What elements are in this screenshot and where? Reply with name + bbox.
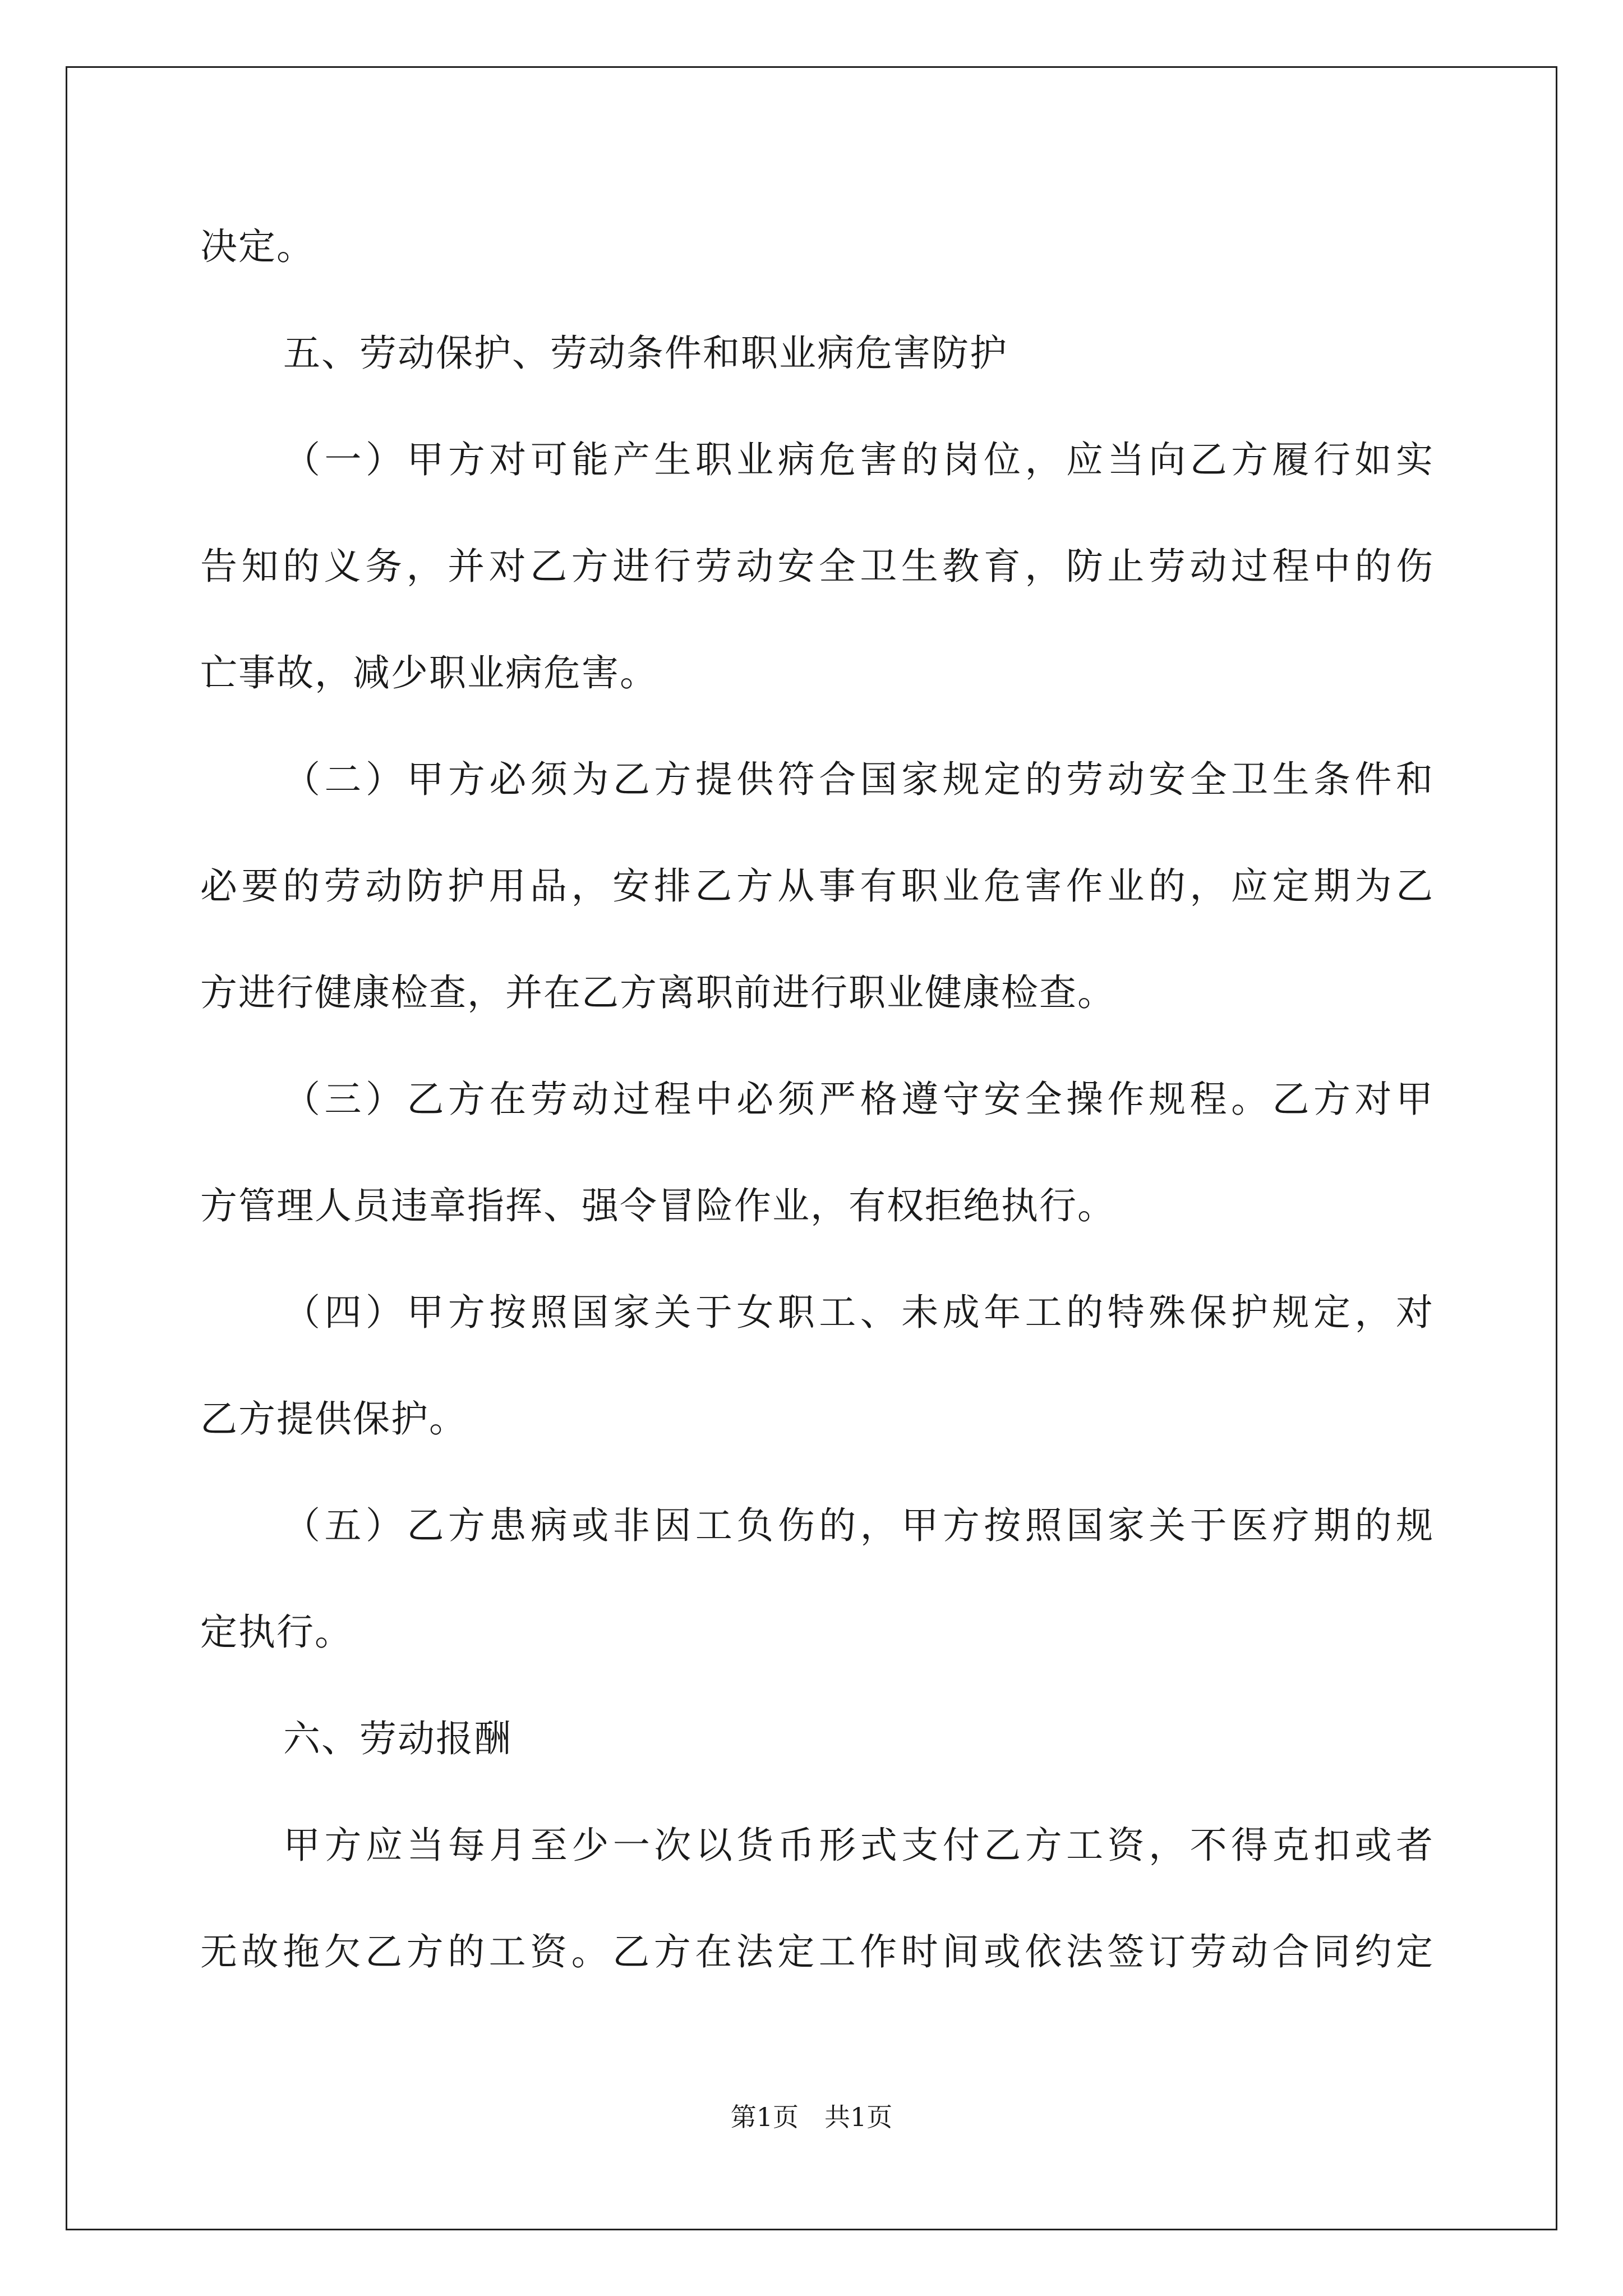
- text-line: 告知的义务，并对乙方进行劳动安全卫生教育，防止劳动过程中的伤: [200, 545, 1434, 588]
- page-border: [66, 66, 1557, 2230]
- text-line: 定执行。: [200, 1611, 353, 1654]
- section-heading: 五、劳动保护、劳动条件和职业病危害防护: [283, 332, 1008, 375]
- text-line: （二）甲方必须为乙方提供符合国家规定的劳动安全卫生条件和: [283, 758, 1434, 801]
- text-line: （一）甲方对可能产生职业病危害的岗位，应当向乙方履行如实: [283, 438, 1434, 481]
- section-heading: 六、劳动报酬: [283, 1717, 512, 1760]
- text-line: 无故拖欠乙方的工资。乙方在法定工作时间或依法签订劳动合同约定: [200, 1930, 1434, 1973]
- text-line: （五）乙方患病或非因工负伤的，甲方按照国家关于医疗期的规: [283, 1504, 1434, 1547]
- text-line: 亡事故，减少职业病危害。: [200, 651, 658, 694]
- text-line: 方管理人员违章指挥、强令冒险作业，有权拒绝执行。: [200, 1184, 1115, 1227]
- text-line: 乙方提供保护。: [200, 1397, 467, 1441]
- text-line: （三）乙方在劳动过程中必须严格遵守安全操作规程。乙方对甲: [283, 1078, 1434, 1121]
- text-line: 甲方应当每月至少一次以货币形式支付乙方工资，不得克扣或者: [283, 1824, 1434, 1867]
- text-line: （四）甲方按照国家关于女职工、未成年工的特殊保护规定，对: [283, 1291, 1434, 1334]
- text-line: 方进行健康检查，并在乙方离职前进行职业健康检查。: [200, 971, 1115, 1014]
- text-line: 必要的劳动防护用品，安排乙方从事有职业危害作业的，应定期为乙: [200, 864, 1434, 908]
- page-number-footer: 第1页 共1页: [730, 2102, 893, 2132]
- text-line: 决定。: [200, 225, 315, 268]
